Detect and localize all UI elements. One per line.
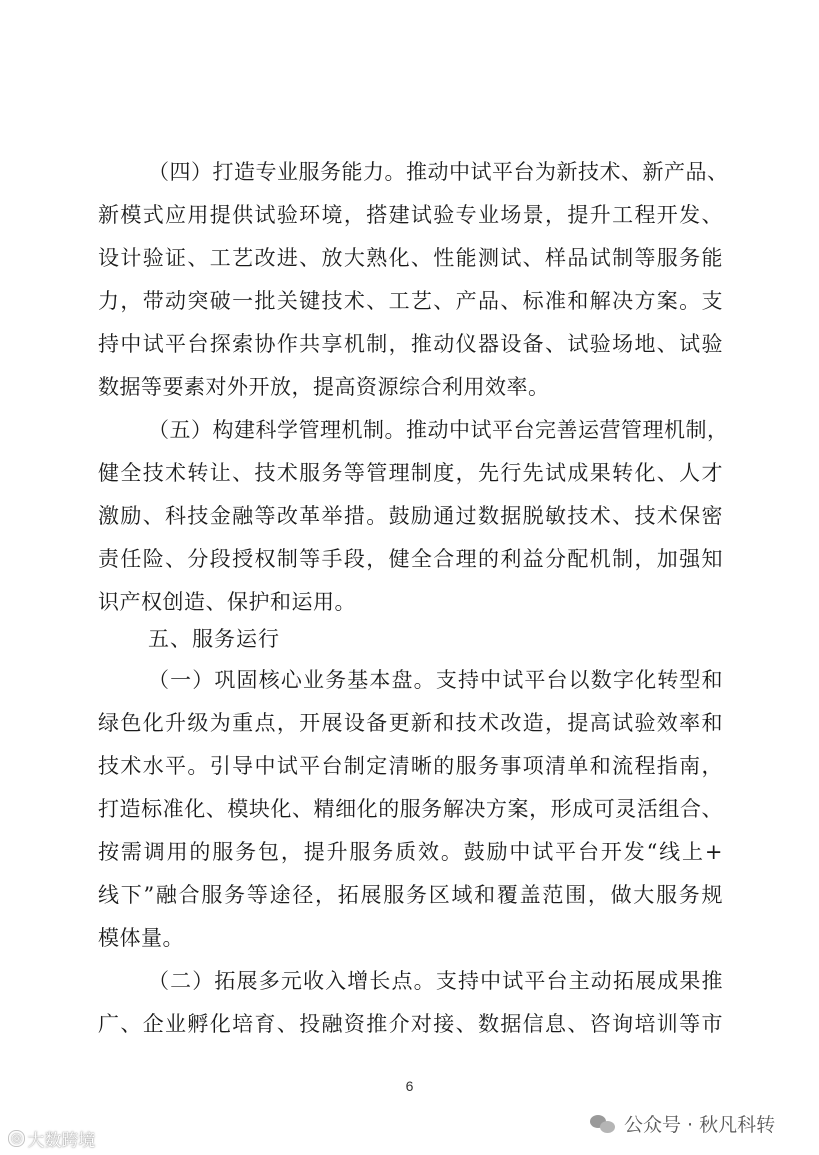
paragraph-5-line-3: 激励、科技金融等改革举措。鼓励通过数据脱敏技术、技术保密 xyxy=(98,504,723,528)
subsection-1-line-2: 绿色化升级为重点，开展设备更新和技术改造，提高试验效率和 xyxy=(98,711,723,735)
subsection-1-line-1: （一）巩固核心业务基本盘。支持中试平台以数字化转型和 xyxy=(148,668,723,692)
watermark-right xyxy=(590,1110,775,1137)
page-number: 6 xyxy=(405,1078,414,1094)
subsection-2-line-2: 广、企业孵化培育、投融资推介对接、数据信息、咨询培训等市 xyxy=(98,1012,723,1036)
subsection-1-line-6: 线下”融合服务等途径，拓展服务区域和覆盖范围，做大服务规 xyxy=(98,883,723,907)
paragraph-5-line-4: 责任险、分段授权制等手段，健全合理的利益分配机制，加强知 xyxy=(98,547,723,571)
paragraph-4-line-3: 设计验证、工艺改进、放大熟化、性能测试、样品试制等服务能 xyxy=(98,246,723,270)
watermark-left-text: 大数跨境 xyxy=(27,1131,96,1151)
subsection-1-line-3: 技术水平。引导中试平台制定清晰的服务事项清单和流程指南， xyxy=(98,754,723,778)
subsection-1-line-7: 模体量。 xyxy=(98,926,184,950)
paragraph-4-line-6: 数据等要素对外开放，提高资源综合利用效率。 xyxy=(98,375,550,399)
subsection-1-line-4: 打造标准化、模块化、精细化的服务解决方案，形成可灵活组合、 xyxy=(98,797,723,821)
watermark-left xyxy=(8,1126,95,1151)
subsection-2-line-1: （二）拓展多元收入增长点。支持中试平台主动拓展成果推 xyxy=(148,969,723,993)
wechat-icon xyxy=(590,1113,616,1135)
paragraph-4-line-5: 持中试平台探索协作共享机制，推动仪器设备、试验场地、试验 xyxy=(98,332,723,356)
paragraph-5-line-1: （五）构建科学管理机制。推动中试平台完善运营管理机制， xyxy=(148,418,729,442)
watermark-logo-icon: ◎ xyxy=(8,1130,25,1147)
subsection-1-line-5: 按需调用的服务包，提升服务质效。鼓励中试平台开发“线上+ xyxy=(98,840,723,864)
paragraph-4-line-2: 新模式应用提供试验环境，搭建试验专业场景，提升工程开发、 xyxy=(98,203,723,227)
paragraph-5-line-2: 健全技术转让、技术服务等管理制度，先行先试成果转化、人才 xyxy=(98,461,723,485)
section-heading: 五、服务运行 xyxy=(148,627,280,651)
paragraph-4-line-1: （四）打造专业服务能力。推动中试平台为新技术、新产品、 xyxy=(148,160,729,184)
paragraph-5-line-5: 识产权创造、保护和运用。 xyxy=(98,590,356,614)
watermark-right-text: 公众号 · 秋凡科转 xyxy=(624,1114,776,1136)
paragraph-4-line-4: 力，带动突破一批关键技术、工艺、产品、标准和解决方案。支 xyxy=(98,289,723,313)
